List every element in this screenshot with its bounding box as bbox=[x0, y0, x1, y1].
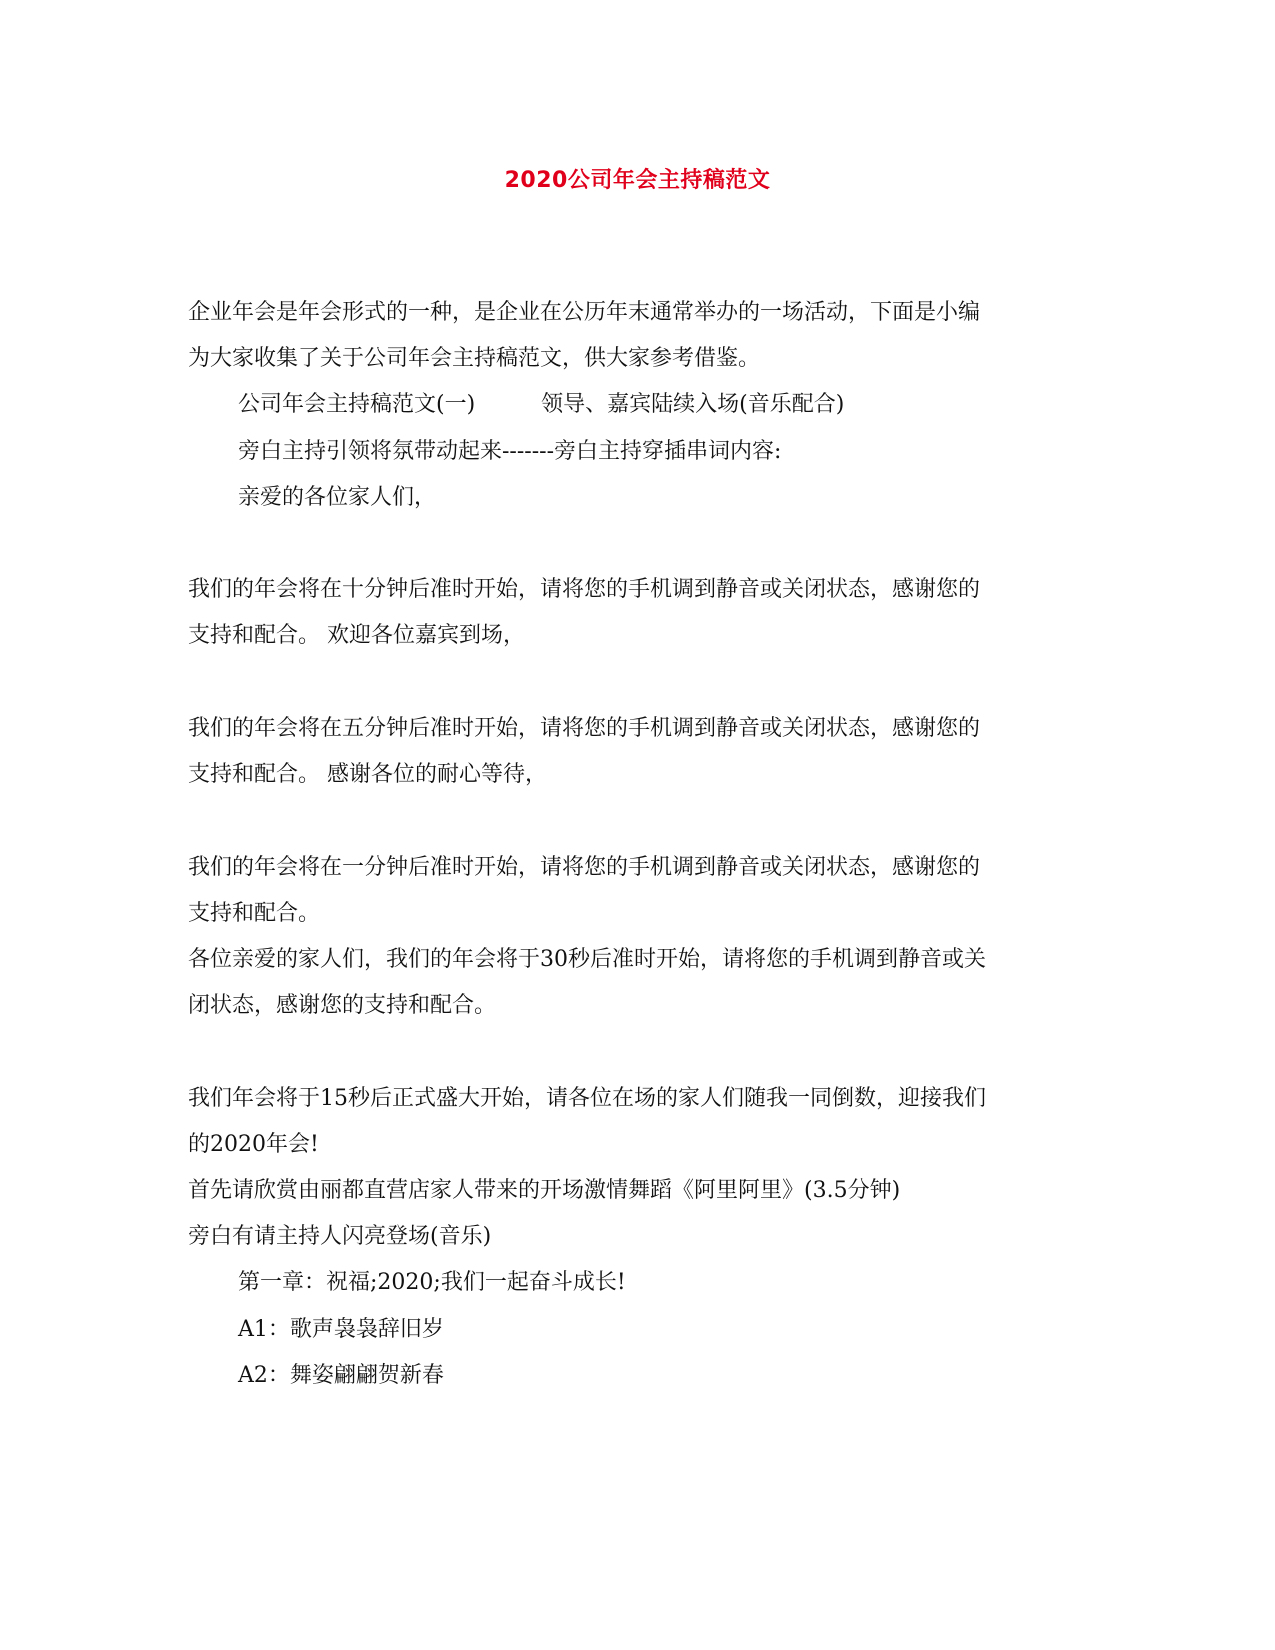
paragraph-line: 各位亲爱的家人们，我们的年会将于30秒后准时开始，请将您的手机调到静音或关 bbox=[188, 947, 986, 972]
paragraph-line: 第一章：祝福;2020;我们一起奋斗成长! bbox=[238, 1270, 626, 1295]
paragraph-line: 的2020年会! bbox=[188, 1132, 319, 1157]
paragraph-line: 旁白有请主持人闪亮登场(音乐) bbox=[188, 1224, 492, 1249]
paragraph-line: 首先请欣赏由丽都直营店家人带来的开场激情舞蹈《阿里阿里》(3.5分钟) bbox=[188, 1178, 901, 1203]
paragraph-line: 支持和配合。 bbox=[188, 901, 321, 926]
paragraph-line: 我们的年会将在十分钟后准时开始，请将您的手机调到静音或关闭状态，感谢您的 bbox=[188, 577, 981, 602]
paragraph-line: 旁白主持引领将氛带动起来-------旁白主持穿插串词内容: bbox=[238, 439, 782, 464]
paragraph-line: 企业年会是年会形式的一种，是企业在公历年末通常举办的一场活动，下面是小编 bbox=[188, 300, 981, 325]
paragraph-line: 我们的年会将在五分钟后准时开始，请将您的手机调到静音或关闭状态，感谢您的 bbox=[188, 716, 981, 741]
paragraph-line: 闭状态，感谢您的支持和配合。 bbox=[188, 993, 497, 1018]
paragraph-line: 我们年会将于15秒后正式盛大开始，请各位在场的家人们随我一同倒数，迎接我们 bbox=[188, 1086, 986, 1111]
paragraph-line: 支持和配合。 感谢各位的耐心等待， bbox=[188, 762, 547, 787]
document-title: 2020公司年会主持稿范文 bbox=[504, 168, 771, 193]
paragraph-line: 公司年会主持稿范文(一) 领导、嘉宾陆续入场(音乐配合) bbox=[238, 392, 845, 417]
paragraph-line: 为大家收集了关于公司年会主持稿范文，供大家参考借鉴。 bbox=[188, 346, 761, 371]
paragraph-line: A1：歌声袅袅辞旧岁 bbox=[238, 1317, 444, 1342]
paragraph-line: A2：舞姿翩翩贺新春 bbox=[238, 1363, 444, 1388]
paragraph-line: 支持和配合。 欢迎各位嘉宾到场， bbox=[188, 623, 525, 648]
paragraph-line: 我们的年会将在一分钟后准时开始，请将您的手机调到静音或关闭状态，感谢您的 bbox=[188, 855, 981, 880]
paragraph-line: 亲爱的各位家人们， bbox=[238, 485, 437, 510]
